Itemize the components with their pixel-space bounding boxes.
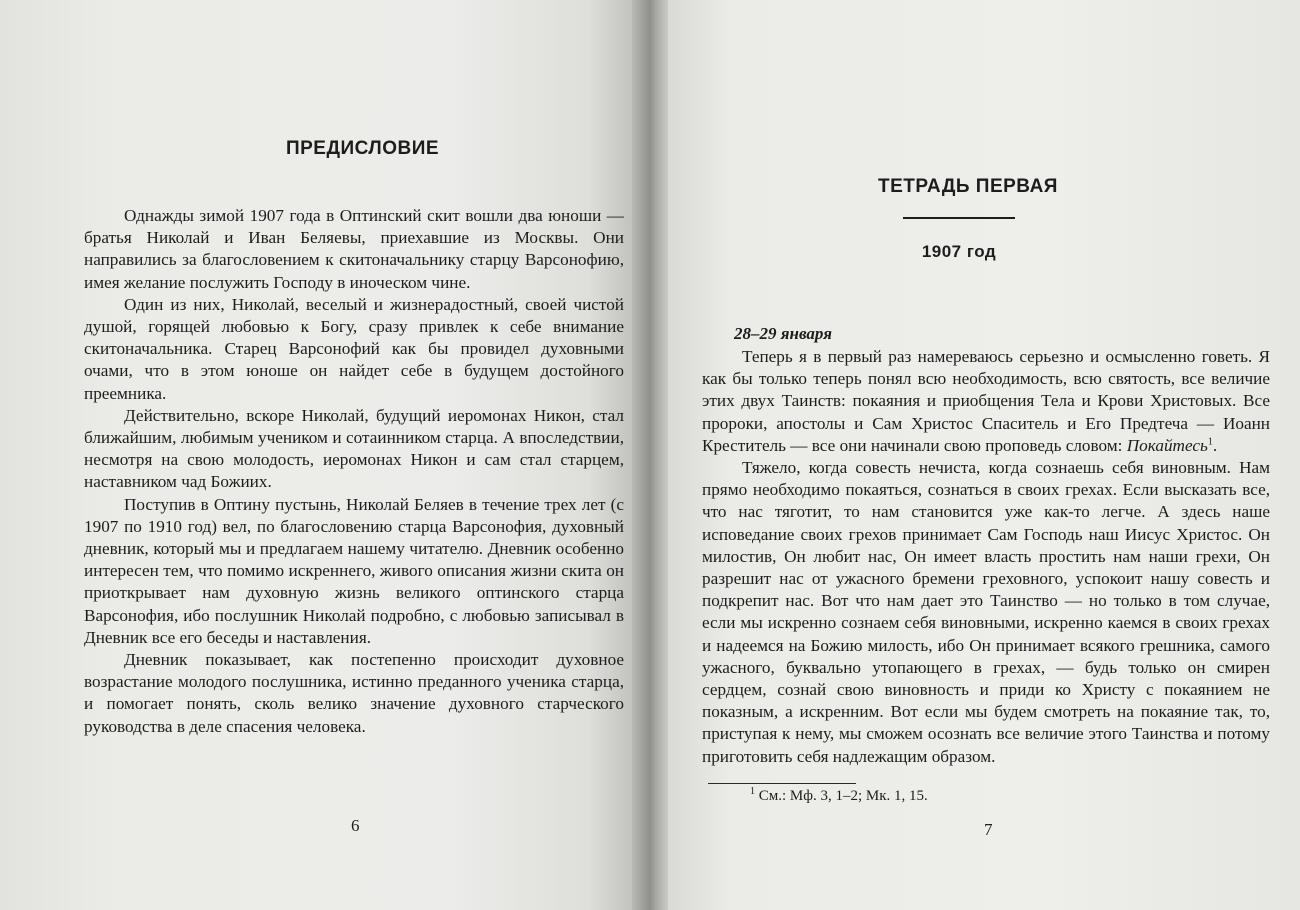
- diary-paragraph: [702, 346, 1270, 457]
- page-number-left: 6: [351, 816, 360, 835]
- entry-date: 28–29 января: [734, 324, 832, 343]
- diary-text: [702, 346, 1270, 768]
- year-heading: 1907 год: [921, 242, 997, 261]
- diary-paragraph-text: Теперь я в первый раз намереваюсь серьезно и осмысленно говеть. Я как бы только теперь понял всю необходимость, всю святость, все величие этих двух Таинств: покаяния и приобщения Тела и Крови Христовых. Все пророки, апостолы и Сам Христос Спаситель и Его Предтеча — Иоанн Креститель — все они начинали свою проповедь словом:: [702, 347, 1270, 455]
- preface-text: [84, 205, 624, 738]
- page-number-right: 7: [984, 820, 993, 839]
- book-gutter: [632, 0, 672, 910]
- footnote-number: 1: [750, 786, 755, 797]
- footnote-text: См.: Мф. 3, 1–2; Мк. 1, 15.: [758, 788, 928, 804]
- preface-paragraph: Дневник показывает, как постепенно происходит духовное возрастание молодого послушника, истинно преданного ученика старца, и помогает понять, сколь велико значение духовного старческого руководства в деле спасения человека.: [84, 650, 624, 736]
- diary-paragraph: Тяжело, когда совесть нечиста, когда сознаешь себя виновным. Нам прямо необходимо покаяться, сознаться в своих грехах. Если высказать все, что нас тяготит, то нам становится уже как-то легче. А здесь наше исповедание своих грехов принимает Сам Господь наш Иисус Христос. Он милостив, Он любит нас, Он имеет власть простить нам наши грехи, Он разрешит нас от ужасного бремени греховного, успокоит нашу совесть и подкрепит нас. Вот что нам дает это Таинство — но только в том случае, если мы искренно сознаем себя виновными, искренно каемся в своих грехах и надеемся на Божию милость, ибо Он принимает всякого грешника, самого ужасного, буквально утопающего в грехах, — будь только он смирен сердцем, сознай свою виновность и приди ко Христу с покаянием не показным, а искренним. Вот если мы будем смотреть на покаяние так, то, приступая к нему, мы сможем осознать все величие этого Таинства и потому приготовить себя надлежащим образом.: [702, 458, 1270, 766]
- title-divider: [903, 217, 1015, 219]
- right-page: [668, 0, 1300, 910]
- preface-paragraph: Один из них, Николай, веселый и жизнерадостный, своей чистой душой, горящей любовью к Богу, сразу привлек к себе внимание скитоначальника. Старец Варсонофий как бы провидел духовными очами, что в этом юноше он найдет себе в будущем достойного преемника.: [84, 294, 624, 403]
- footnote-divider: [708, 783, 856, 784]
- italic-quote: Покайтесь: [1126, 435, 1208, 455]
- preface-paragraph: Однажды зимой 1907 года в Оптинский скит вошли два юноши — братья Николай и Иван Беляевы, приехавшие из Москвы. Они направились за благословением к скитоначальнику старцу Варсонофию, имея желание послужить Господу в иноческом чине.: [84, 206, 624, 292]
- notebook-title: ТЕТРАДЬ ПЕРВАЯ: [878, 176, 1058, 197]
- paragraph-end: .: [1212, 435, 1218, 455]
- footnote: [750, 788, 928, 805]
- left-page: [0, 0, 640, 910]
- footnote-marker: 1: [1207, 436, 1213, 448]
- preface-paragraph: Действительно, вскоре Николай, будущий иеромонах Никон, стал ближайшим, любимым учеником и сотаинником старца. А впоследствии, несмотря на свою молодость, иеромонах Никон и сам стал старцем, наставником чад Божиих.: [84, 405, 624, 492]
- preface-paragraph: Поступив в Оптину пустынь, Николай Беляев в течение трех лет (с 1907 по 1910 год) вел, по благословению старца Варсонофия, духовный дневник, который мы и предлагаем нашему читателю. Дневник особенно интересен тем, что помимо искреннего, живого описания жизни скита он приоткрывает нам духовную жизнь великого оптинского старца Варсонофия, ибо послушник Николай подробно, с любовью записывал в Дневник все его беседы и наставления.: [84, 494, 624, 647]
- preface-title: ПРЕДИСЛОВИЕ: [285, 138, 440, 159]
